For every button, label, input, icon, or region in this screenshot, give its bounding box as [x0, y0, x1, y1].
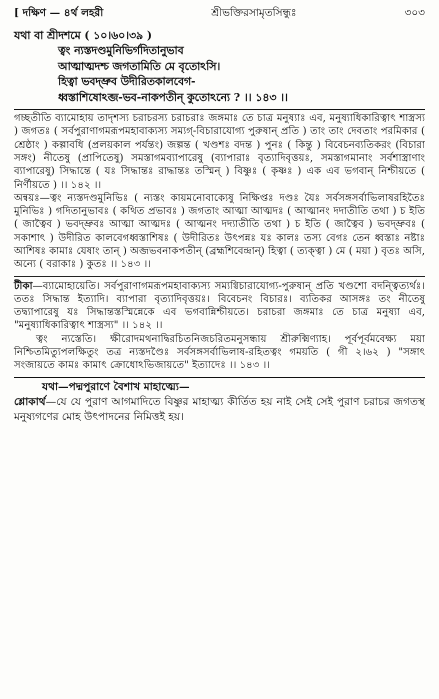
tika-block [14, 277, 425, 373]
verse-line: হিত্বা ভবদ্ভ্রুব উদীরিতকালবেগ- [58, 75, 196, 89]
tika-paragraph: —ব্যামোহায়েতি। সর্বপুরাণাগমরূপমহাবাক্যস্য সম্যগ্বিচারাযোগ্য-পুরুষান্ প্রতি খণ্ডশো বদন্ত্বিত্যর্থঃ। ততঃ সিদ্ধান্ত ইত্যাদি। ব্যাপারা বৃত্যাদিবৃত্তয়ঃ। বিবেচনং বিচারঃ। ব্যতিকর আসঙ্গঃ তং নীতেষু তদ্ব্যাপারেষু যঃ সিদ্ধান্তস্তস্মিন্নেকে এব ভগবান্নিশ্চীয়তে। চরাচরা জঙ্গমাঃ তে চাত্র মনুষ্যা এব, "মনুষ্যাধিকারিত্বাৎ শাস্ত্রস্য" ।। ১৪২ ।। [14, 280, 425, 332]
translation-paragraph [14, 395, 425, 425]
verse-line: ধ্বস্তাশিষোঽব্জ-ভব-নাকপতীন্ কুতোঽন্যে ? ।। ১৪৩ ।। [58, 90, 288, 104]
chapter-label: [ দক্ষিণ — ৪র্থ লহরী [14, 7, 104, 19]
commentary-paragraph: গচ্ছতীতি ব্যামোহায় তাদৃশস্য চরাচরস্য চরাচরাঃ জঙ্গমাঃ তে চাত্র মনুষ্যাঃ এব, মনুষ্যাধিকারিত্বাৎ শাস্ত্রস্য ) জগতঃ ( সর্বপুরাণাগমরূপমহাবাক্যস্য সম্যগ্-বিচারাযোগ্য পুরুষান্ প্রতি ) তাং তাং দেবতাং পরমিকার ( শ্রেষ্ঠাং ) কল্পাবধি (প্রলয়কাল পর্যন্তং) জল্পন্ত ( খণ্ডশঃ বদন্ত ) পুনঃ ( কিন্তু ) বিবেচনব্যতিকরং (বিচারা সঙ্গং) নীতেষু (প্রাপিতেষু) সমস্তাগমব্যাপারেষু (ব্যাপারাঃ বৃত্যাদিবৃত্তয়ঃ, সমস্তাগমানাং সর্বশাস্ত্রাণাং ব্যাপারেষু) সিদ্ধান্তে ( যঃ সিদ্ধান্তঃ রাদ্ধান্তঃ তস্মিন্ ) বিষ্ণুঃ ( কৃষ্ণঃ ) এক এব ভগবান্ নিশ্চীয়তে ( নির্ণীয়তে ) ।। ১৪২ ।। [14, 113, 425, 191]
verse-line: আত্মাত্মদশ্চ জগতামিতি মে বৃতোঽসি। [58, 59, 221, 73]
verse-line: ত্বং ন্যস্তদণ্ডমুনিভির্গদিতানুভাব [58, 44, 184, 58]
page-number: ৩০৩ [404, 7, 425, 19]
tika-label: টীকা [14, 279, 33, 292]
next-verse-block [14, 377, 425, 425]
anvaya-paragraph: অন্বয়ঃ—ত্বং ন্যস্তদণ্ডমুনিভিঃ ( ন্যস্তং কায়মনোবাক্যেষু নিক্ষিপ্তঃ দণ্ডঃ যৈঃ সর্বসঙ্গসর্বাভিলাষরহিতৈঃ মুনিভিঃ ) গদিতানুভাবঃ ( কথিত প্রভাবঃ ) জগতাং আত্মা আত্মদঃ ( আত্মানং দদাতীতি তথা ) চ ইতি ( জাত্বৈব ) ভবদ্ভ্রুবঃ আত্মা আত্মদঃ ( আত্মনং দদ্যাতীতি তথা ) চ ইতি ( জাত্বৈব ) ভবদ্ভ্রুবঃ ( সকাশাৎ ) উদীরিত কালবেগধ্বস্তাশিষঃ ( উদীরিতঃ উৎপন্নঃ যঃ কালঃ তস্য বেগঃ তেন ধ্বস্তাঃ নষ্টাঃ আশিষঃ কামাঃ যেষাং তান্ ) অব্জভবনাকপতীন্ (ব্রহ্মশিবেন্দ্রান্) হিত্বা ( ত্যক্ত্বা ) মে ( ময়া ) বৃতঃ অসি, অন্যে ( বরাকাঃ ) কুতঃ ।। ১৪৩ ।। [14, 192, 425, 271]
next-verse-title: যথা—পদ্মপুরাণে বৈশাখ মাহাত্ম্যে— [42, 380, 190, 393]
verse-block [14, 28, 425, 105]
book-title: শ্রীভক্তিরসামৃতসিন্ধুঃ [211, 7, 297, 19]
translation-label: শ্লোকার্থ [14, 395, 46, 408]
tika-paragraph: ত্বং ন্যস্তেতি। ক্ষীরোদমথনাদ্বিরচিতনিজচরিতমনুসন্ধায় শ্রীরুক্মিণ্যাহ। পূর্বপূর্বমবেক্ষ্য ময়া নিশ্চিতমিত্যুপলক্ষিতুং তত্র ন্যস্তদণ্ডৈঃ সর্বসঙ্গসর্বাভিলাষ-রহিতত্বং গময়তি ( গী ২।৬২ ) "সঙ্গাৎ সংজায়তে কামঃ কামাৎ ক্রোধোঽভিজায়তে" ইত্যাদেঃ ।। ১৪৩ ।। [14, 333, 425, 372]
page-header [14, 6, 425, 24]
verse-reference: যথা বা শ্রীদশমে ( ১০।৬০।৩৯ ) [14, 29, 152, 42]
translation-text: —যে যে পুরাণ আগমাদিতে বিষ্ণুর মাহাত্ম্য কীর্তিত হয় নাই সেই সেই পুরাণ চরাচর জগতস্থ মনুষ্যগণের মোহ উৎপাদনের নিমিত্তই হয়। [14, 395, 425, 423]
commentary-block [14, 109, 425, 272]
